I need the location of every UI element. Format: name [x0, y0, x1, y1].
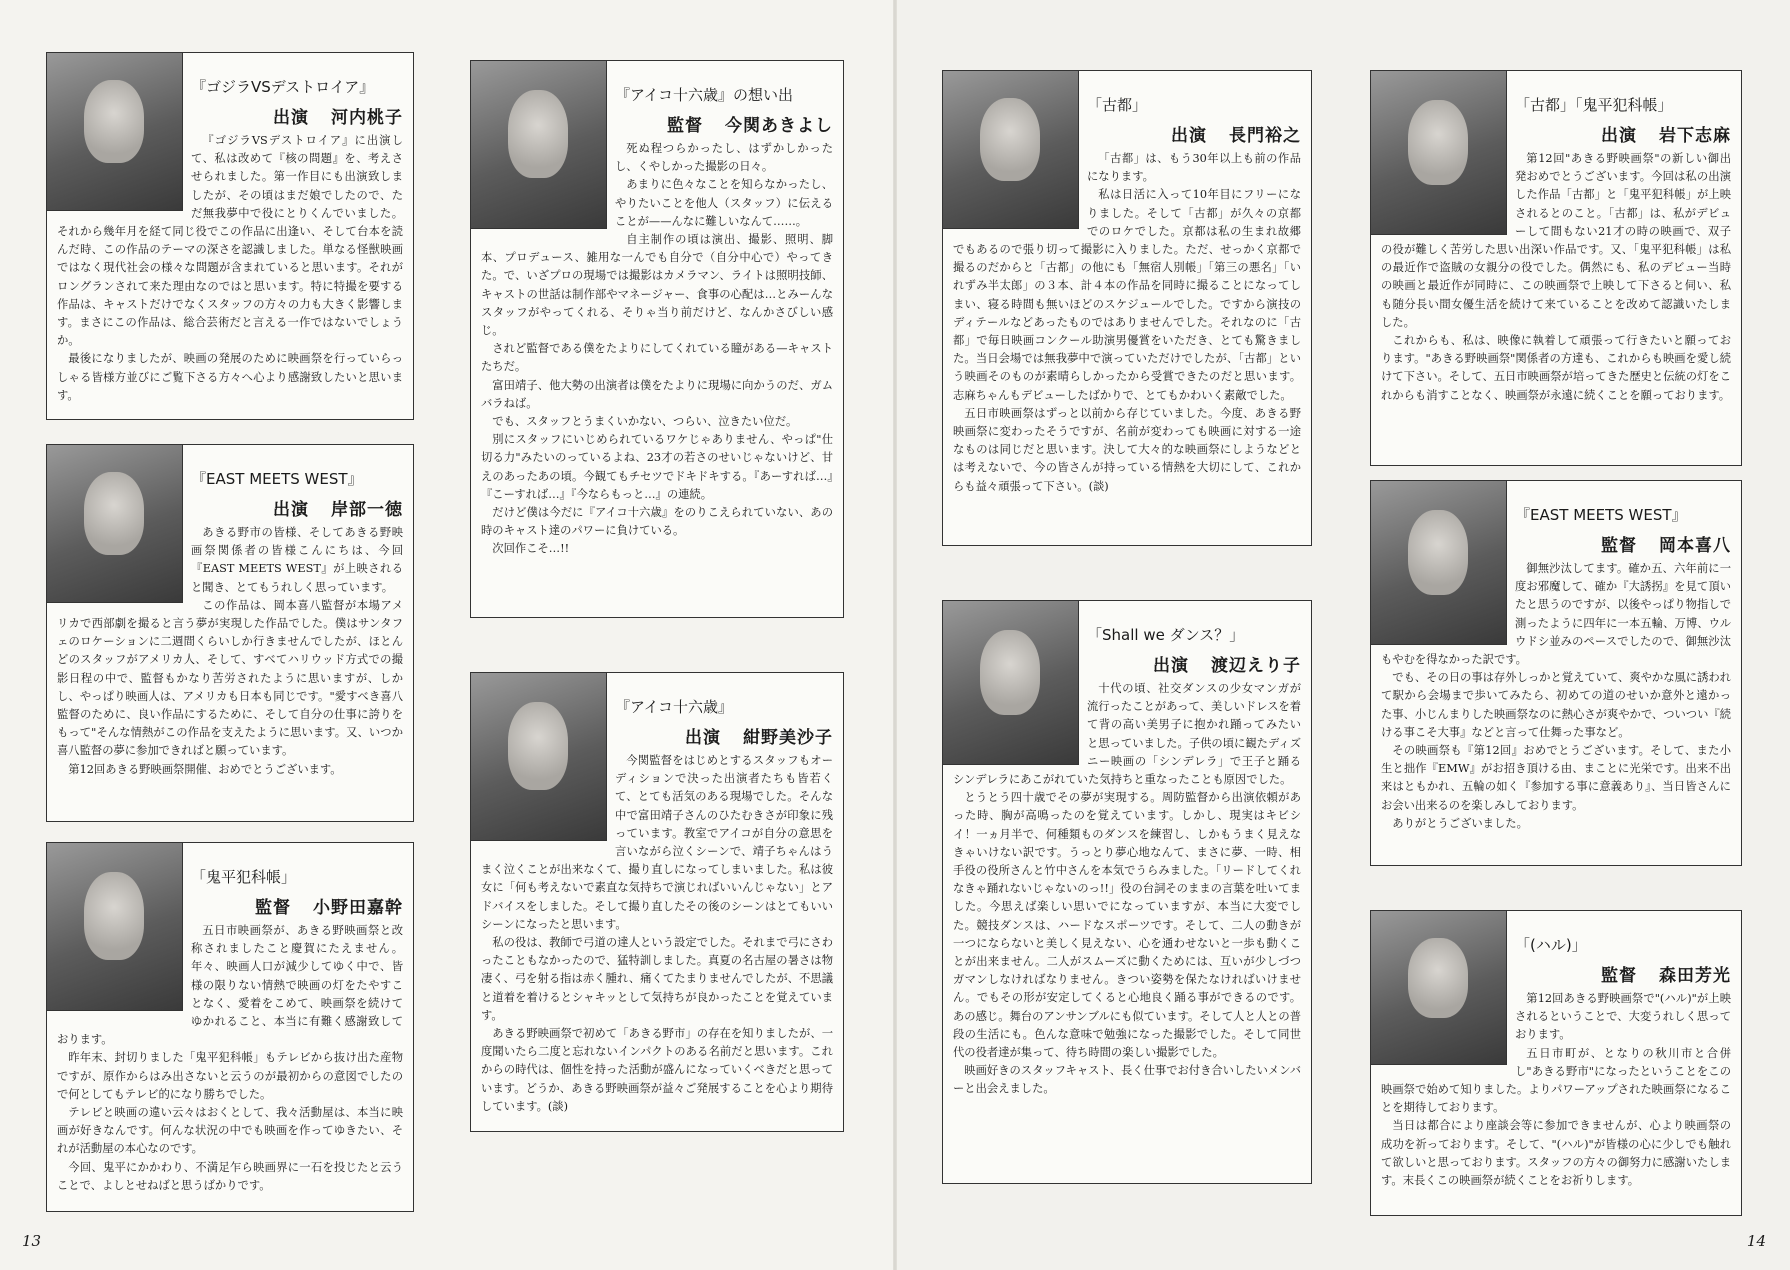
message-body: 第12回あきる野映画祭で"(ハル)"が上映されるということで、大変うれしく思っております。 五日市町が、となりの秋川市と合併し"あきる野市"になったということをこの映画祭で始めて知りました。よりパワーアップされた映画祭になることを期待しております。 当日は都合により座談会等に参加できませんが、心より映画祭の成功を祈っております。そして、"(ハル)"が皆様の心に少しでも触れて欲しいと思っております。スタッフの方々の御努力に感謝いたします。末長くこの映画祭が続くことをお祈りします。 [1381, 992, 1731, 1188]
portrait-photo-nagato [942, 70, 1079, 229]
film-title: 「鬼平犯科帳」 [191, 868, 297, 886]
message-card-onoda [46, 842, 414, 1212]
film-title: 「(ハル)」 [1515, 936, 1587, 954]
page-number-right: 14 [1746, 1232, 1766, 1250]
person-name: 岡本喜八 [1659, 536, 1731, 556]
role-label: 出演 [273, 500, 309, 520]
message-card-kawauchi [46, 52, 414, 420]
message-body: 五日市映画祭が、あきる野映画祭と改称されましたこと慶賀にたえません。年々、映画人口が減少してゆく中で、皆様の限りない情熱で映画の灯をたやすことなく、愛着をこめて、映画祭を続けてゆかれること、本当に有難く感謝致しております。 昨年末、封切りました「鬼平犯科帳」もテレビから抜け出た産物ですが、原作からはみ出さないと云うのが最初からの意図でしたので何としてもテレビ的になり勝ちでした。 テレビと映画の違い云々はおくとして、我々活動屋は、本当に映画が好きなんです。何んな状況の中でも映画を作ってゆきたい、それが活動屋の本心なのです。 今回、鬼平にかかわり、不満足乍ら映画界に一石を投じたと云うことで、よしとせねばと思うばかりです。 [57, 924, 403, 1192]
role-label: 監督 [1601, 536, 1637, 556]
portrait-photo-kawauchi [46, 52, 183, 211]
film-title: 「古都」「鬼平犯科帳」 [1515, 96, 1673, 114]
role-label: 監督 [255, 898, 291, 918]
message-card-watanabe [942, 600, 1312, 1184]
film-title: 『EAST MEETS WEST』 [191, 470, 363, 488]
film-title: 『ゴジラVSデストロイア』 [191, 78, 375, 96]
role-label: 出演 [273, 108, 309, 128]
portrait-photo-iwashita [1370, 70, 1507, 235]
film-title: 『アイコ十六歳』の想い出 [615, 86, 794, 104]
film-title: 「Shall we ダンス？」 [1087, 626, 1245, 644]
person-name: 紺野美沙子 [743, 728, 833, 748]
role-label: 監督 [1601, 966, 1637, 986]
person-name: 岸部一徳 [331, 500, 403, 520]
person-name: 森田芳光 [1659, 966, 1731, 986]
portrait-photo-okamoto [1370, 480, 1507, 645]
person-name: 岩下志麻 [1659, 126, 1731, 146]
film-title: 『EAST MEETS WEST』 [1515, 506, 1687, 524]
message-body: 死ぬ程つらかったし、はずかしかったし、くやしかった撮影の日々。 あまりに色々なことを知らなかったし、やりたいことを他人（スタッフ）に伝えることが——んなに難しいなんて……。 自主制作の頃は演出、撮影、照明、脚本、プロデュース、雑用な一んでも自分で（自分中心で）やってきた。で、いざプロの現場では撮影はカメラマン、ライトは照明技師、キャストの世話は制作部やマネージャー、食事の心配は…とみーんなスタッフがやってくれる、そりゃ当り前だけど、なんかさびしい感じ。 されど監督である僕をたよりにしてくれている瞳がある—キャストたちだ。 富田靖子、他大勢の出演者は僕をたよりに現場に向かうのだ、ガムバラねば。 でも、スタッフとうまくいかない、つらい、泣きたい位だ。 別にスタッフにいじめられているワケじゃありません、やっぱ"仕切る力"みたいのっているよね、23才の若さのせいじゃないけど、甘えのあったあの頃。今観てもチセツでドキドキする。『あーすれば…』『こーすれば…』『今ならもっと…』の連続。 だけど僕は今だに『アイコ十六歳』をのりこえられていない、あの時のキャスト達のパワーに負けている。 次回作こそ…!! [481, 142, 833, 556]
message-body: 今関監督をはじめとするスタッフもオーディションで決った出演者たちも皆若くて、とても活気のある現場でした。そんな中で富田靖子さんのひたむきさが印象に残っています。教室でアイコが自分の意思を言いながら泣くシーンで、靖子ちゃんはうまく泣くことが出来なくて、撮り直しになってしまいました。私は彼女に「何も考えないで素直な気持ちで演じればいいんじゃない」とアドバイスをしました。そして撮り直したその後のシーンはとてもいいシーンになったと思います。 私の役は、教師で弓道の達人という設定でした。それまで弓にさわったこともなかったので、猛特訓しました。真夏の名古屋の暑さは物凄く、弓を射る指は赤く腫れ、痛くてたまりませんでしたが、不思議と道着を着けるとシャキッとして気持ちが良かったことを覚えています。 あきる野映画祭で初めて「あきる野市」の存在を知りましたが、一度聞いたら二度と忘れないインパクトのある名前だと思います。これからの時代は、個性を持った活動が盛んになっていくべきだと思っています。どうか、あきる野映画祭が益々ご発展することを心より期待しています。(談) [481, 754, 833, 1113]
role-label: 出演 [1171, 126, 1207, 146]
person-name: 今関あきよし [725, 116, 833, 136]
portrait-photo-morita [1370, 910, 1507, 1065]
message-card-kishibe [46, 444, 414, 822]
message-card-imazeki [470, 60, 844, 618]
role-label: 出演 [1153, 656, 1189, 676]
portrait-photo-watanabe [942, 600, 1079, 765]
message-body: 十代の頃、社交ダンスの少女マンガが流行ったことがあって、美しいドレスを着て背の高い美男子に抱かれ踊ってみたいと思っていました。子供の頃に観たディズニー映画の「シンデレラ」で王子と踊るシンデレラにあこがれていた気持ちと重なったことも原因でした。 とうとう四十歳でその夢が実現する。周防監督から出演依頼があった時、胸が高鳴ったのを覚えています。しかし、現実はキビシイ！一ヵ月半で、何種類ものダンスを練習し、しかもうまく見えなきゃいけない訳です。うっとり夢心地なんて、まさに夢、一時、相手役の役所さんと竹中さんを本気でうらみました。「リードしてくれなきゃ踊れないじゃないのっ!!」役の台詞そのままの言葉を吐いてました。今思えば楽しい思いでになっていますが、本当に大変でした。競技ダンスは、ハードなスポーツです。そして、二人の動きが一つにならないと美しく見えない、心を通わせないと一歩も動くことが出来ません。二人がスムーズに動くためには、互いが少しづつガマンしなければなりません。きつい姿勢を保たなければいけません。でもその形が安定してくると心地良く踊る事ができるのです。あの感じ。舞台のアンサンブルにも似ています。そして人と人との普段の生活にも。色んな意味で勉強になった撮影でした。そして同世代の役者達が集って、待ち時間の楽しい撮影でした。 映画好きのスタッフキャスト、長く仕事でお付き合いしたいメンバーと出会えました。 [953, 682, 1301, 1096]
message-card-konno [470, 672, 844, 1132]
film-title: 『アイコ十六歳』 [615, 698, 734, 716]
portrait-photo-onoda [46, 842, 183, 1011]
person-name: 渡辺えり子 [1211, 656, 1301, 676]
person-name: 長門裕之 [1229, 126, 1301, 146]
spine-gutter [893, 0, 897, 1270]
message-card-morita [1370, 910, 1742, 1216]
role-label: 出演 [685, 728, 721, 748]
page-number-left: 13 [22, 1232, 42, 1250]
portrait-photo-imazeki [470, 60, 607, 229]
message-card-iwashita [1370, 70, 1742, 466]
message-body: 「古都」は、もう30年以上も前の作品になります。 私は日活に入って10年目にフリーになりました。そして「古都」が久々の京都でのロケでした。京都は私の生まれ故郷でもあるので張り切って撮影に入りました。ただ、せっかく京都で撮るのだからと「古都」の他にも「無宿人別帳」「第三の悪名」「いれずみ半太郎」の３本、計４本の作品を同時に撮ることになってしまい、寝る時間も無いほどのスケジュールでした。ですから演技のディテールなどあったものではありませんでした。それなのに「古都」で毎日映画コンクール助演男優賞をいただき、とても驚きました。当日会場では無我夢中で演っていただけでしたが、「古都」という映画そのものが素晴らしかったから受賞できたのだと思います。志麻ちゃんもデビューしたばかりで、とてもかわいく素敵でした。 五日市映画祭はずっと以前から存じていました。今度、あきる野映画祭に変わったそうですが、名前が変わっても映画に対する一途なものは同じだと思います。決して大々的な映画祭にしようなどとは考えないで、今の皆さんが持っている情熱を大切にして、これからも益々頑張って下さい。(談) [953, 152, 1301, 493]
portrait-photo-kishibe [46, 444, 183, 603]
message-body: 『ゴジラVSデストロイア』に出演して、私は改めて『核の問題』を、考えさせられました。第一作目にも出演致しましたが、その頃はまだ娘でしたので、ただ無我夢中で役にとりくんでいました。それから幾年月を経て同じ役でこの作品に出逢い、そして台本を読んだ時、この作品のテーマの深さを認識しました。単なる怪獣映画ではなく現代社会の様々な問題が含まれていると思います。それがロングランされて来た理由なのではと思います。特に特撮を要する作品は、キャストだけでなくスタッフの方々の力も大きく影響します。まさにこの作品は、総合芸術だと言える一作ではないでしょうか。 最後になりましたが、映画の発展のために映画祭を行っていらっしゃる皆様方並びにご覧下さる方々へ心より感謝致したいと思います。 [57, 134, 403, 402]
role-label: 監督 [667, 116, 703, 136]
person-name: 河内桃子 [331, 108, 403, 128]
message-body: 御無沙汰してます。確か五、六年前に一度お邪魔して、確か『大誘拐』を見て頂いたと思うのですが、以後やっぱり物指しで測ったように四年に一本五輪、万博、ウルウドシ並みのペースでしたので、御無沙汰もやむを得なかった訳です。 でも、その日の事は存外しっかと覚えていて、爽やかな風に誘われて駅から会場まで歩いてみたら、初めての道のせいか意外と遠かった事、小じんまりした映画祭なのに熱心さが爽やかで、ついつい『続ける事こそ大事』などと言って仕舞った事など。 その映画祭も『第12回』おめでとうございます。そして、また小生と拙作『EMW』がお招き頂ける由、まことに光栄です。出来不出来はともかれ、五輪の如く『参加する事に意義あり』、当日皆さんにお会い出来るのを楽しみしております。 ありがとうございました。 [1381, 562, 1731, 830]
film-title: 「古都」 [1087, 96, 1148, 114]
person-name: 小野田嘉幹 [313, 898, 403, 918]
message-card-nagato [942, 70, 1312, 546]
message-body: あきる野市の皆様、そしてあきる野映画祭関係者の皆様こんにちは、今回『EAST MEETS WEST』が上映されると聞き、とてもうれしく思っています。 この作品は、岡本喜八監督が本場アメリカで西部劇を撮ると言う夢が実現した作品でした。僕はサンタフェのロケーションに二週間くらいしか行きませんでしたが、ほとんどのスタッフがアメリカ人、そして、すべてハリウッド方式での撮影日程の中で、監督もかなり苦労されたように思いますが、しかし、やっぱり映画人は、アメリカも日本も同じです。"愛すべき喜八監督のために、良い作品にするために、そして自分の仕事に誇りをもって"そんな情熱がこの作品を支えたように思います。又、いつか喜八監督の夢に参加できればと願っています。 第12回あきる野映画祭開催、おめでとうございます。 [57, 526, 403, 776]
portrait-photo-konno [470, 672, 607, 841]
role-label: 出演 [1601, 126, 1637, 146]
message-card-okamoto [1370, 480, 1742, 866]
message-body: 第12回"あきる野映画祭"の新しい御出発おめでとうございます。今回は私の出演した作品「古都」と「鬼平犯科帳」が上映されるとのこと。「古都」は、私がデビューして間もない21才の時の映画で、双子の役が難しく苦労した思い出深い作品です。又、「鬼平犯科帳」は私の最近作で盗賊の女親分の役でした。偶然にも、私のデビュー当時の映画と最近作が同時に、この映画祭で上映して下さると伺い、私も随分長い間女優生活を続けて来ていることを改めて認識いたしました。 これからも、私は、映像に執着して頑張って行きたいと願っております。"あきる野映画祭"関係者の方達も、これからも映画を愛し続けて下さい。そして、五日市映画祭が培ってきた歴史と伝統の灯をこれからも消すことなく、映画祭が永遠に続くことを願っております。 [1381, 152, 1731, 402]
